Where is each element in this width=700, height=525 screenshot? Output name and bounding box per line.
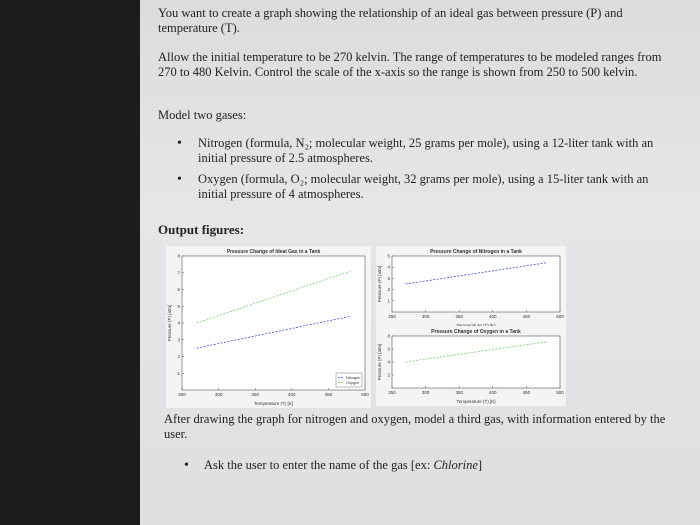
ask-prefix: Ask the user to enter the name of the gas [ex:	[204, 458, 434, 472]
x-tick-label: 450	[324, 392, 333, 397]
x-tick-label: 350	[251, 392, 259, 397]
x-tick-label: 250	[178, 392, 186, 397]
chart-svg	[166, 246, 371, 408]
gas-item-nitrogen: Nitrogen (formula, N₂; molecular weight, 25 grams per mole), using a 12-liter tank with an initial pressure of 2.5 atmospheres.	[198, 136, 654, 165]
y-tick-label: 5	[177, 303, 180, 309]
figure-oxygen	[376, 326, 566, 406]
chart-svg	[376, 246, 566, 330]
y-tick-label: 8	[387, 333, 390, 339]
y-tick-label: 1	[387, 298, 390, 304]
x-tick-label: 250	[388, 390, 396, 395]
x-tick-label: 500	[556, 390, 564, 395]
bullet-icon: •	[177, 172, 182, 187]
x-tick-label: 250	[388, 314, 396, 319]
chart-svg	[376, 326, 566, 406]
x-tick-label: 300	[421, 390, 430, 395]
x-tick-label: 350	[455, 314, 463, 319]
figure-ideal-gas	[166, 246, 371, 408]
y-tick-label: 6	[387, 346, 390, 352]
y-tick-label: 2	[387, 287, 390, 293]
legend-entry: Oxygen	[346, 381, 360, 385]
y-tick-label: 5	[387, 253, 390, 259]
output-heading: Output figures:	[158, 222, 245, 237]
plot-area	[182, 256, 365, 390]
x-tick-label: 400	[489, 314, 497, 319]
x-tick-label: 300	[214, 392, 223, 397]
y-tick-label: 6	[177, 287, 180, 292]
y-tick-label: 8	[177, 253, 180, 259]
after-paragraph: After drawing the graph for nitrogen and oxygen, model a third gas, with information entered by the user.	[164, 412, 666, 441]
x-axis-label: Temperature (T) [K]	[456, 399, 496, 404]
y-tick-label: 4	[177, 320, 180, 326]
document-page	[140, 0, 700, 525]
gas-item-oxygen: Oxygen (formula, O₂; molecular weight, 32 grams per mole), using a 15-liter tank with an initial pressure of 4 atmospheres.	[198, 172, 649, 201]
y-axis-label: Pressure (P) [atm]	[377, 343, 382, 381]
ask-user-item	[204, 458, 482, 473]
ask-suffix: ]	[477, 458, 483, 472]
ask-example: Chlorine	[433, 458, 478, 472]
x-tick-label: 400	[288, 392, 296, 397]
bullet-icon: •	[184, 458, 189, 473]
y-axis-label: Pressure (P) [atm]	[167, 304, 172, 342]
x-tick-label: 450	[522, 390, 531, 395]
allow-paragraph: Allow the initial temperature to be 270 kelvin. The range of temperatures to be modeled ranges from 270 to 480 Kelvin. Control the scale of the x-axis so the range is shown from 250 to 500 kelvin.	[158, 50, 662, 79]
intro-paragraph: You want to create a graph showing the relationship of an ideal gas between pressure (P) and temperature (T).	[158, 6, 623, 35]
y-tick-label: 4	[387, 264, 390, 270]
bullet-icon: •	[177, 136, 182, 151]
y-tick-label: 1	[177, 370, 180, 376]
x-tick-label: 500	[361, 392, 369, 397]
chart-title: Pressure Change of Oxygen in a Tank	[431, 329, 521, 335]
x-tick-label: 300	[421, 314, 430, 319]
y-tick-label: 2	[387, 372, 390, 378]
x-axis-label: Temperature (T) [K]	[253, 401, 294, 406]
figure-nitrogen	[376, 246, 566, 330]
y-tick-label: 7	[177, 270, 180, 276]
x-tick-label: 500	[556, 314, 564, 319]
chart-title: Pressure Change of Nitrogen in a Tank	[430, 249, 522, 255]
legend-entry: Nitrogen	[346, 376, 361, 380]
x-tick-label: 400	[489, 390, 497, 395]
y-tick-label: 3	[177, 337, 180, 343]
model-heading: Model two gases:	[158, 108, 247, 122]
chart-title: Pressure Change of Ideal Gas in a Tank	[226, 249, 321, 255]
y-tick-label: 2	[177, 354, 180, 359]
y-tick-label: 4	[387, 359, 390, 365]
y-axis-label: Pressure (P) [atm]	[377, 265, 382, 303]
x-tick-label: 350	[455, 390, 463, 395]
x-tick-label: 450	[522, 314, 531, 319]
y-tick-label: 3	[387, 275, 390, 281]
